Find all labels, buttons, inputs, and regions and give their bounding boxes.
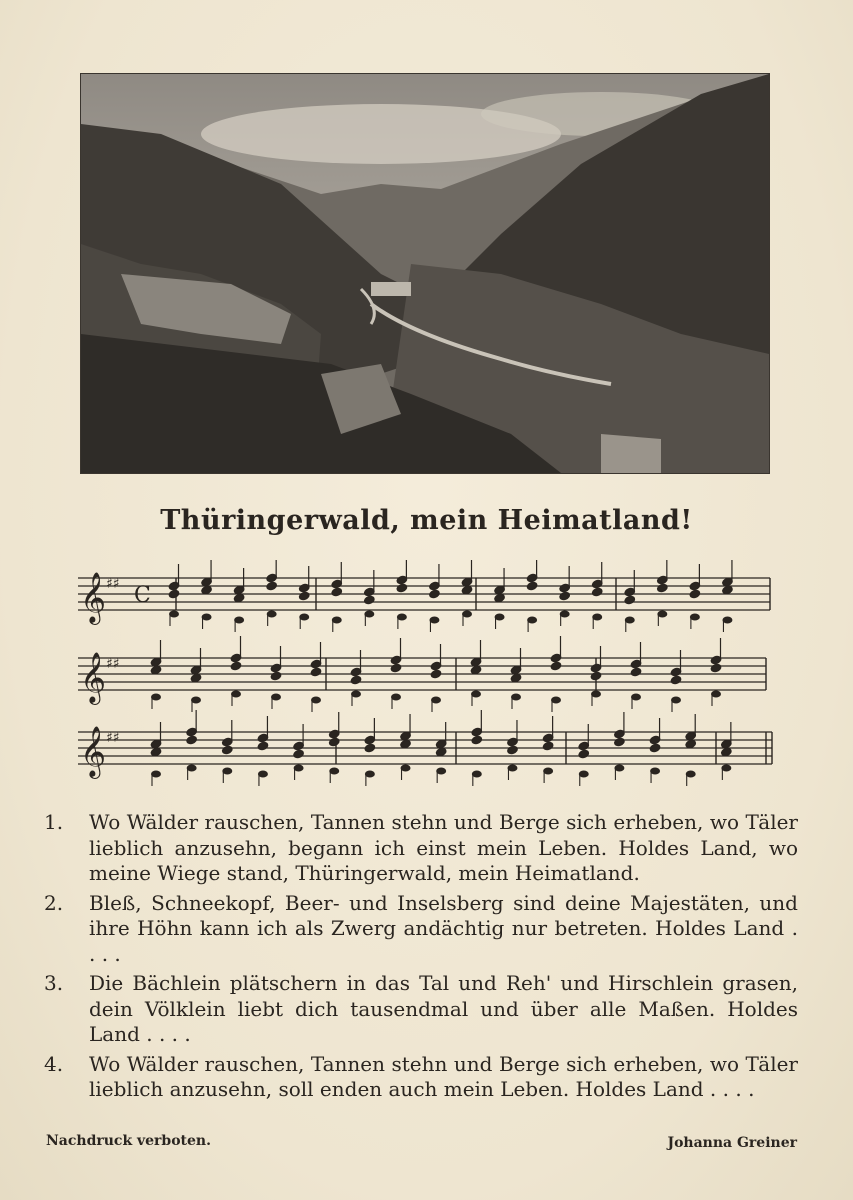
note-head [257,741,269,751]
note-head [221,745,233,755]
note-head [672,697,681,703]
note-head [267,611,276,617]
note-head [578,749,590,759]
note-head [330,768,339,774]
note-head [258,771,267,777]
svg-text:♯♯: ♯♯ [106,576,120,592]
note-head [432,697,441,703]
note-head [579,771,588,777]
note-head [312,697,321,703]
verse-number: 2. [44,890,64,915]
note-head [591,587,603,597]
note-head [472,771,481,777]
note-head [495,614,504,620]
note-head [550,661,562,671]
note-head [592,691,601,697]
note-head [401,765,410,771]
note-head [560,611,569,617]
note-head [544,768,553,774]
verse-text: Die Bächlein plätschern in das Tal und Reh' und Hirschlein grasen, dein Völklein liebt dich tausendmal und über alle Maßen. Holdes Land . . . . [89,971,798,1046]
note-head [310,667,322,677]
note-head [651,768,660,774]
note-head [363,595,375,605]
note-head [463,611,472,617]
note-head [471,735,483,745]
note-head [300,614,309,620]
note-head [542,741,554,751]
note-head [235,617,244,623]
note-head [508,765,517,771]
note-head [630,667,642,677]
note-head [710,663,722,673]
note-head [168,589,180,599]
note-head [552,697,561,703]
note-head [656,583,668,593]
note-head [352,691,361,697]
note-head [298,591,310,601]
note-head [722,765,731,771]
note-head [624,595,636,605]
note-head [232,691,241,697]
treble-clef-icon: 𝄞 [80,726,107,777]
note-head [670,675,682,685]
note-head [152,694,161,700]
note-head [186,735,198,745]
treble-clef-icon: 𝄞 [80,652,107,703]
note-head [526,581,538,591]
note-head [632,694,641,700]
treble-clef-icon: 𝄞 [80,572,107,623]
staff-2 [78,658,766,690]
note-head [649,743,661,753]
verse [44,1052,798,1103]
note-head [202,614,211,620]
note-head [507,745,519,755]
note-head [430,617,439,623]
note-head [512,694,521,700]
note-head [350,675,362,685]
note-head [658,611,667,617]
note-head [365,611,374,617]
note-head [686,771,695,777]
svg-text:♯♯: ♯♯ [106,656,120,672]
note-head [614,737,626,747]
verse-number: 4. [44,1051,64,1076]
note-head [294,765,303,771]
note-head [437,768,446,774]
staff-1 [78,578,770,610]
verse [44,971,798,1048]
note-head [390,663,402,673]
svg-text:♯♯: ♯♯ [106,730,120,746]
note-head [615,765,624,771]
verse-number: 1. [44,810,64,834]
verse-text: Wo Wälder rauschen, Tannen stehn und Berge sich erheben, wo Täler lieblich anzusehn, begann ich einst mein Leben. Holdes Land, wo meine Wiege stand, Thüringerwald, mein Heimatland. [89,810,798,885]
note-head [192,697,201,703]
note-head [170,611,179,617]
note-head [364,743,376,753]
note-head [397,614,406,620]
landscape-photo [80,73,770,474]
note-head [272,694,281,700]
note-head [332,617,341,623]
note-head [590,671,602,681]
note-head [230,661,242,671]
note-head [223,768,232,774]
note-head [723,617,732,623]
note-head [559,591,571,601]
staff-3 [78,732,772,764]
note-head [625,617,634,623]
note-head [392,694,401,700]
lyrics [44,810,798,1107]
note-head [689,589,701,599]
note-head [152,771,161,777]
note-head [328,737,340,747]
verse-text: Bleß, Schneekopf, Beer- und Inselsberg sind deine Majestäten, und ihre Höhn kann ich als Zwerg andächtig nur betreten. Holdes Land . . . . [89,890,798,966]
verse [44,891,798,968]
note-head [266,581,278,591]
note-head [593,614,602,620]
sheet-music [76,560,776,790]
time-signature: C [134,583,151,608]
song-title: Thüringerwald, mein Heimatland! [160,505,693,536]
verse-number: 3. [44,971,64,995]
verse-text: Wo Wälder rauschen, Tannen stehn und Berge sich erheben, wo Täler lieblich anzusehn, soll enden auch mein Leben. Holdes Land . . . . [89,1051,798,1101]
author-name: Johanna Greiner [667,1135,797,1151]
verse [44,810,798,887]
note-head [690,614,699,620]
note-head [472,691,481,697]
note-head [528,617,537,623]
note-head [430,669,442,679]
copyright-notice: Nachdruck verboten. [46,1133,211,1149]
note-head [293,749,305,759]
note-head [187,765,196,771]
note-head [331,587,343,597]
note-head [365,771,374,777]
note-head [712,691,721,697]
note-head [396,583,408,593]
note-head [270,671,282,681]
note-head [429,589,441,599]
